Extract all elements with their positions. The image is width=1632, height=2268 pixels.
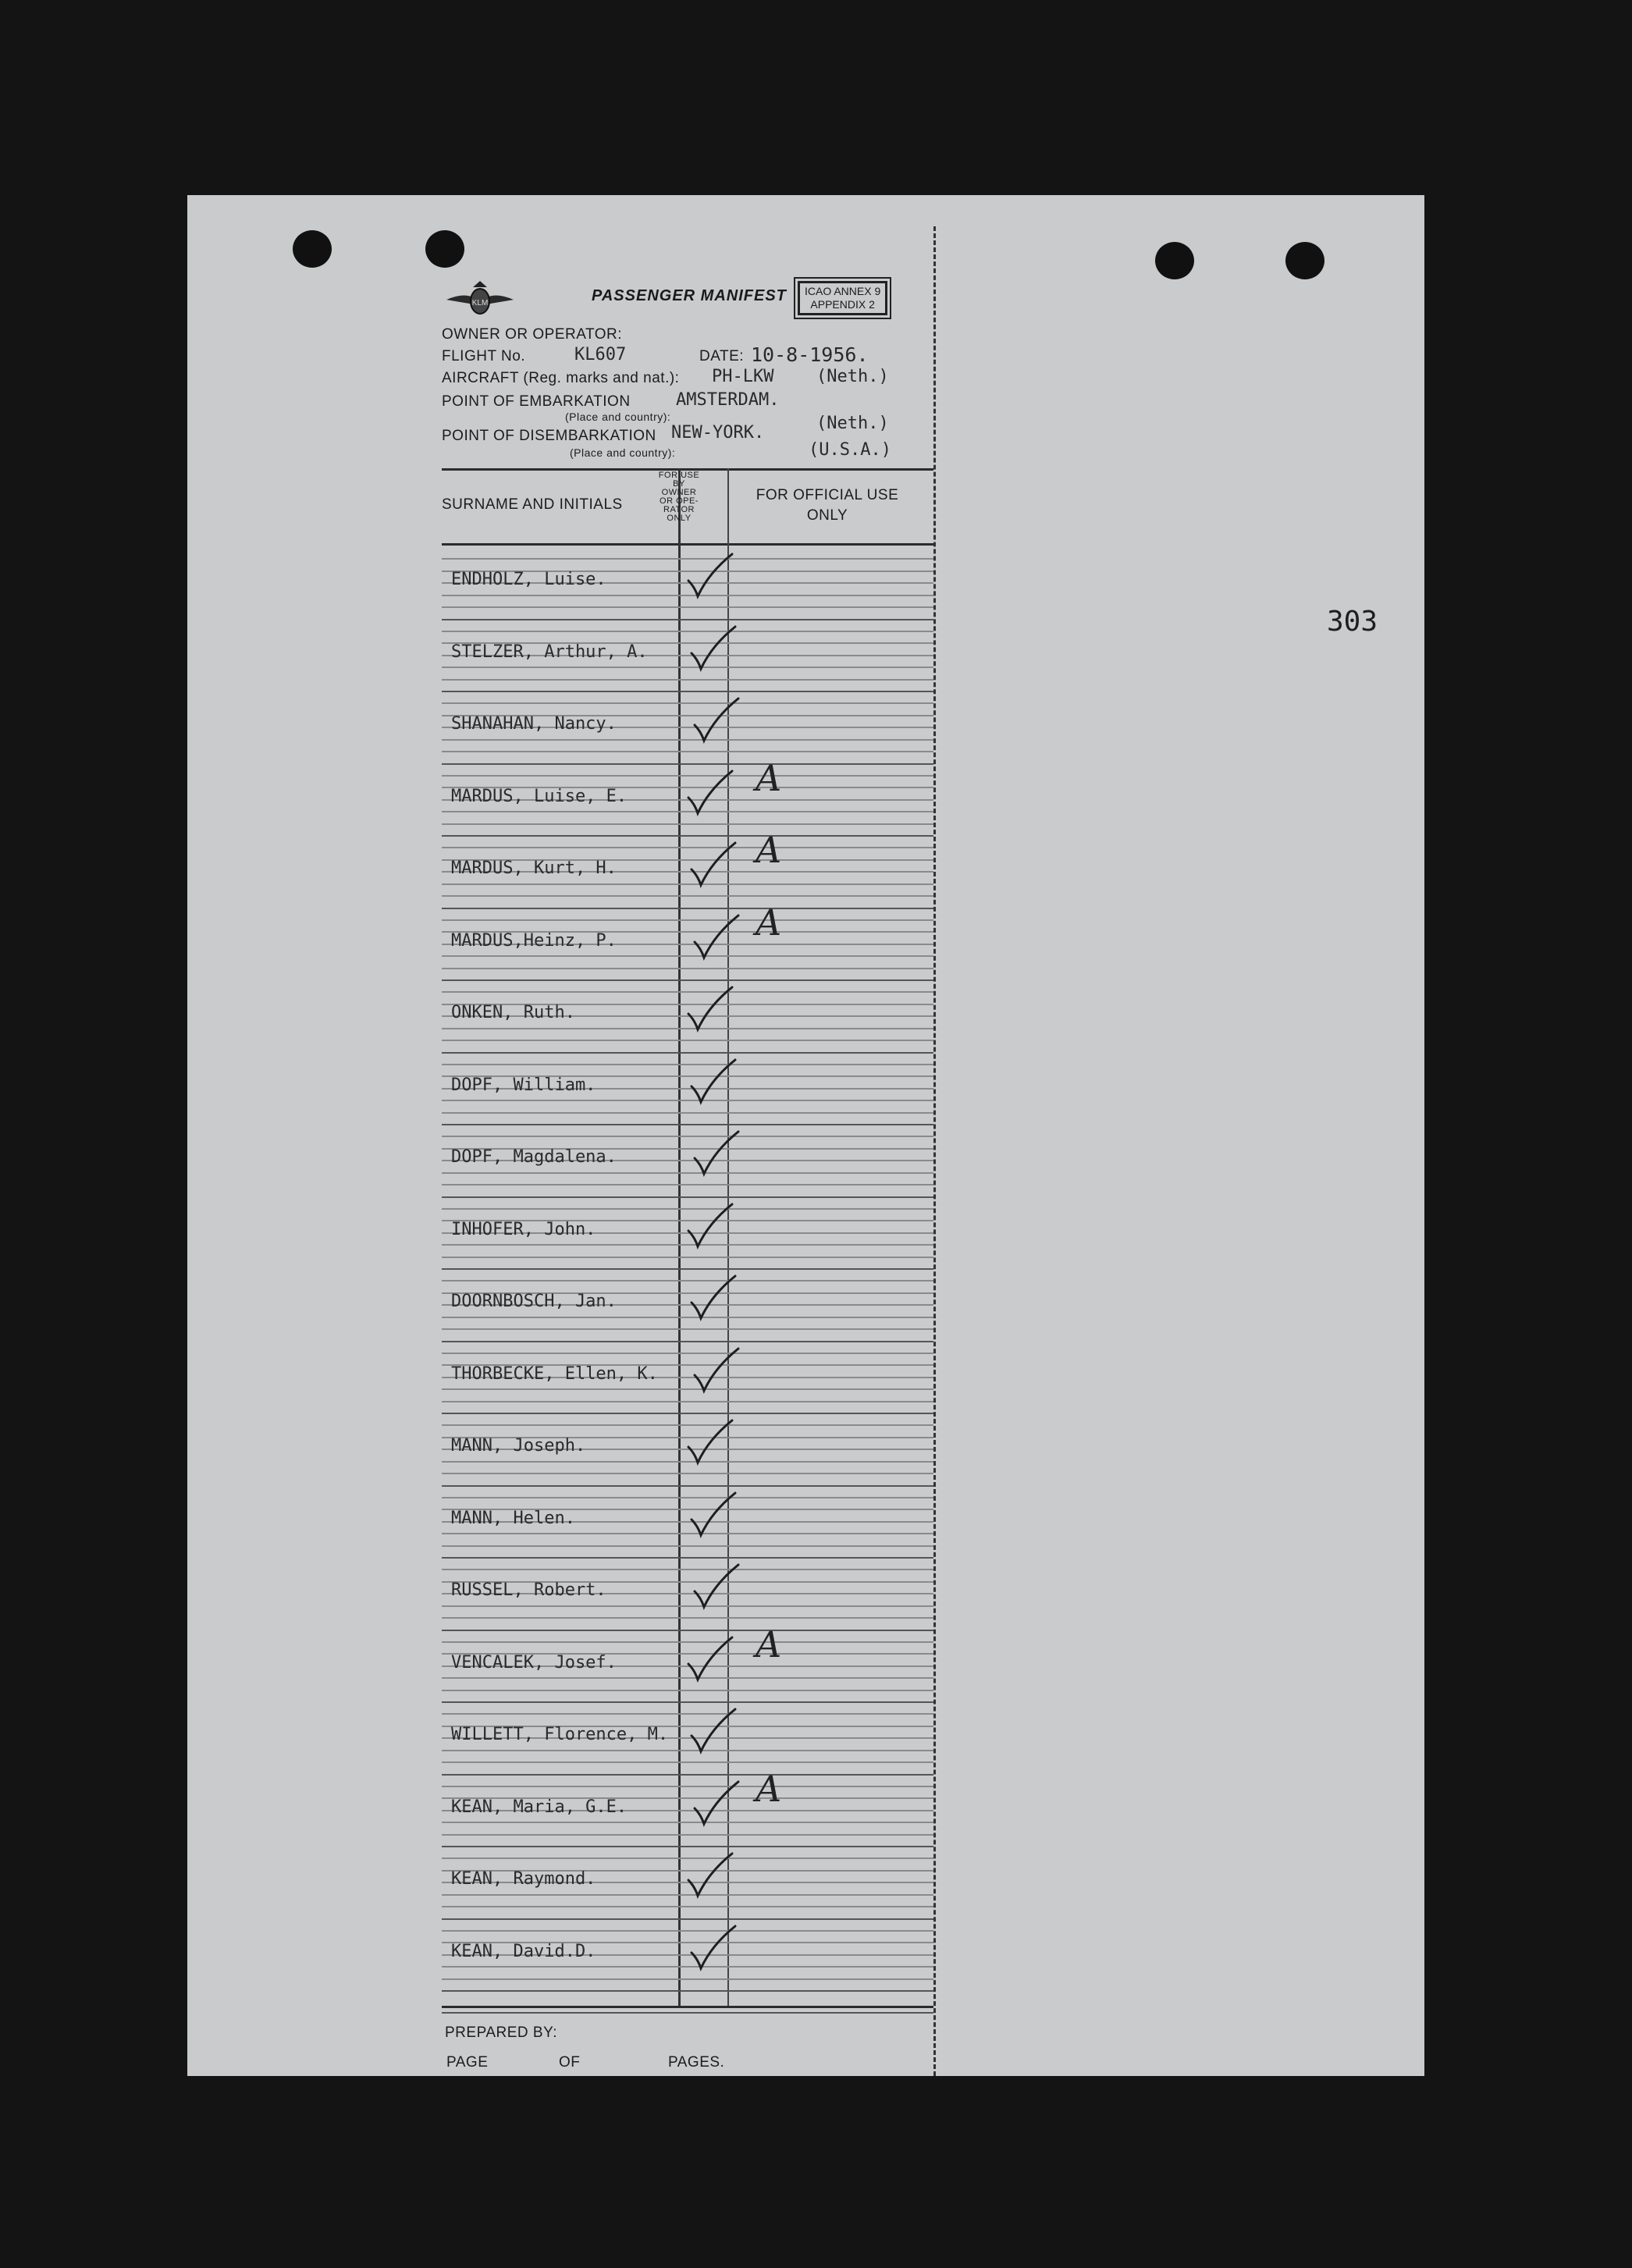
check-mark-icon — [688, 1705, 743, 1759]
ruled-line — [442, 1353, 933, 1354]
ruled-line — [442, 1317, 933, 1318]
passenger-name: THORBECKE, Ellen, K. — [451, 1363, 658, 1384]
ruled-line — [442, 1978, 933, 1980]
ruled-line — [442, 1822, 933, 1823]
icao-appendix-line: APPENDIX 2 — [810, 298, 875, 311]
disembarkation-country: (U.S.A.) — [809, 440, 891, 460]
check-mark-icon — [685, 766, 740, 821]
passenger-name: MANN, Helen. — [451, 1508, 575, 1528]
ruled-line — [442, 1196, 933, 1198]
check-mark-icon — [692, 1127, 746, 1182]
passenger-name: MARDUS,Heinz, P. — [451, 930, 617, 951]
ruled-line — [442, 1750, 933, 1751]
disembarkation-sublabel: (Place and country): — [570, 446, 676, 459]
ruled-line — [442, 1774, 933, 1776]
ruled-line — [442, 1388, 933, 1390]
disembarkation-label: POINT OF DISEMBARKATION — [442, 428, 656, 444]
ruled-line — [442, 835, 933, 837]
ruled-line — [442, 908, 933, 909]
check-mark-icon — [688, 622, 743, 677]
ruled-line — [442, 1701, 933, 1703]
ruled-line — [442, 823, 933, 825]
check-mark-icon — [692, 1777, 746, 1832]
ruled-line — [442, 1040, 933, 1041]
ruled-line — [442, 751, 933, 752]
flight-label: FLIGHT No. — [442, 348, 526, 364]
check-mark-icon — [688, 1488, 743, 1543]
embarkation-value: AMSTERDAM. — [676, 390, 780, 410]
page-label: PAGE — [446, 2054, 489, 2071]
ruled-line — [442, 631, 933, 632]
passenger-name: DOPF, Magdalena. — [451, 1147, 617, 1167]
check-mark-icon — [685, 1633, 740, 1687]
passenger-name: WILLETT, Florence, M. — [451, 1725, 669, 1744]
check-mark-icon — [685, 983, 740, 1037]
ruled-line — [442, 1557, 933, 1559]
ruled-line — [442, 1413, 933, 1414]
ruled-line — [442, 1328, 933, 1330]
check-mark-icon — [685, 1849, 740, 1904]
ruled-line — [442, 847, 933, 848]
ruled-line — [442, 919, 933, 921]
ruled-line — [442, 1761, 933, 1763]
prepared-by-label: PREPARED BY: — [445, 2024, 557, 2041]
ruled-line — [442, 763, 933, 765]
check-mark-icon — [688, 1271, 743, 1326]
passenger-name: STELZER, Arthur, A. — [451, 642, 648, 662]
ruled-line — [442, 1280, 933, 1282]
check-mark-icon — [688, 1055, 743, 1110]
official-mark: A — [756, 1767, 782, 1810]
passenger-name: KEAN, Maria, G.E. — [451, 1797, 628, 1817]
check-mark-icon — [685, 549, 740, 604]
official-mark: A — [756, 756, 782, 799]
ruled-line — [442, 1545, 933, 1547]
svg-text:KLM: KLM — [471, 299, 489, 307]
ruled-line — [442, 691, 933, 692]
right-border — [933, 226, 936, 2076]
check-mark-icon — [688, 1921, 743, 1976]
surname-column-header: SURNAME AND INITIALS — [442, 496, 623, 513]
ruled-line — [442, 1268, 933, 1270]
pages-label: PAGES. — [668, 2054, 725, 2071]
check-mark-icon — [692, 911, 746, 965]
document-title: PASSENGER MANIFEST — [592, 287, 787, 304]
ruled-line — [442, 1136, 933, 1137]
official-mark: A — [756, 1623, 782, 1665]
ruled-line — [442, 955, 933, 957]
official-mark: A — [756, 901, 782, 944]
ruled-line — [442, 1918, 933, 1920]
passenger-name: RUSSEL, Robert. — [451, 1580, 606, 1600]
ruled-line — [442, 1906, 933, 1907]
punch-hole — [1155, 242, 1194, 279]
ruled-line — [442, 1713, 933, 1715]
punch-hole — [1285, 242, 1324, 279]
ruled-line — [442, 1052, 933, 1054]
ruled-line — [442, 1569, 933, 1570]
icao-annex-box — [798, 281, 887, 315]
owner-use-column-header: FOR USE BY OWNER OR OPE- RATOR ONLY — [658, 471, 700, 523]
passenger-name: KEAN, David.D. — [451, 1941, 596, 1961]
table-bottom-border — [442, 2012, 933, 2014]
passenger-name: DOPF, William. — [451, 1075, 596, 1095]
ruled-line — [442, 1617, 933, 1619]
ruled-line — [442, 1630, 933, 1631]
check-mark-icon — [692, 694, 746, 748]
ruled-line — [442, 1064, 933, 1065]
ruled-line — [442, 895, 933, 897]
official-mark: A — [756, 829, 782, 871]
ruled-line — [442, 1485, 933, 1487]
ruled-line — [442, 1990, 933, 1992]
ruled-line — [442, 968, 933, 969]
ruled-line — [442, 1834, 933, 1836]
flight-value: KL607 — [574, 345, 627, 364]
ruled-line — [442, 1124, 933, 1125]
airline-logo-icon — [445, 279, 515, 323]
ruled-line — [442, 1605, 933, 1607]
passenger-name: KEAN, Raymond. — [451, 1869, 596, 1889]
owner-label: OWNER OR OPERATOR: — [442, 326, 623, 343]
ruled-line — [442, 1930, 933, 1932]
ruled-line — [442, 1112, 933, 1114]
aircraft-nationality: (Neth.) — [816, 367, 889, 386]
ruled-line — [442, 1690, 933, 1691]
passenger-name: DOORNBOSCH, Jan. — [451, 1292, 617, 1311]
passenger-name: ONKEN, Ruth. — [451, 1003, 575, 1022]
passenger-name: SHANAHAN, Nancy. — [451, 714, 617, 734]
date-value: 10-8-1956. — [751, 343, 869, 366]
ruled-line — [442, 1184, 933, 1186]
ruled-line — [442, 739, 933, 741]
check-mark-icon — [692, 1560, 746, 1615]
ruled-line — [442, 1966, 933, 1968]
table-bottom-border — [442, 2006, 933, 2008]
header-bottom-border — [442, 543, 933, 546]
of-label: OF — [559, 2054, 581, 2071]
ruled-line — [442, 1257, 933, 1258]
ruled-line — [442, 1533, 933, 1534]
ruled-line — [442, 1497, 933, 1498]
column-divider-surname — [678, 468, 681, 2006]
ruled-line — [442, 1172, 933, 1174]
aircraft-value: PH-LKW — [712, 367, 774, 386]
check-mark-icon — [685, 1200, 740, 1254]
disembarkation-value: NEW-YORK. — [671, 423, 765, 443]
ruled-line — [442, 1786, 933, 1787]
passenger-name: MARDUS, Kurt, H. — [451, 858, 617, 878]
ruled-line — [442, 1401, 933, 1402]
check-mark-icon — [685, 1416, 740, 1470]
date-label: DATE: — [699, 348, 745, 364]
ruled-line — [442, 979, 933, 981]
ruled-line — [442, 702, 933, 704]
check-mark-icon — [688, 838, 743, 893]
ruled-line — [442, 1100, 933, 1101]
punch-hole — [425, 230, 464, 268]
ruled-line — [442, 679, 933, 681]
aircraft-label: AIRCRAFT (Reg. marks and nat.): — [442, 370, 680, 386]
passenger-name: ENDHOLZ, Luise. — [451, 570, 606, 589]
passenger-name: VENCALEK, Josef. — [451, 1652, 617, 1673]
icao-annex-line: ICAO ANNEX 9 — [805, 285, 881, 297]
embarkation-label: POINT OF EMBARKATION — [442, 393, 631, 410]
passenger-name: MANN, Joseph. — [451, 1436, 586, 1456]
ruled-line — [442, 1341, 933, 1342]
punch-hole — [293, 230, 332, 268]
official-use-column-header: FOR OFFICIAL USE ONLY — [756, 487, 899, 524]
page-number: 303 — [1327, 606, 1378, 638]
ruled-line — [442, 606, 933, 608]
embarkation-country: (Neth.) — [816, 414, 889, 433]
embarkation-sublabel: (Place and country): — [565, 411, 671, 423]
passenger-name: MARDUS, Luise, E. — [451, 786, 628, 806]
ruled-line — [442, 1846, 933, 1847]
passenger-name: INHOFER, John. — [451, 1219, 596, 1239]
ruled-line — [442, 1473, 933, 1474]
ruled-line — [442, 883, 933, 885]
ruled-line — [442, 667, 933, 668]
check-mark-icon — [692, 1344, 746, 1399]
ruled-line — [442, 619, 933, 620]
